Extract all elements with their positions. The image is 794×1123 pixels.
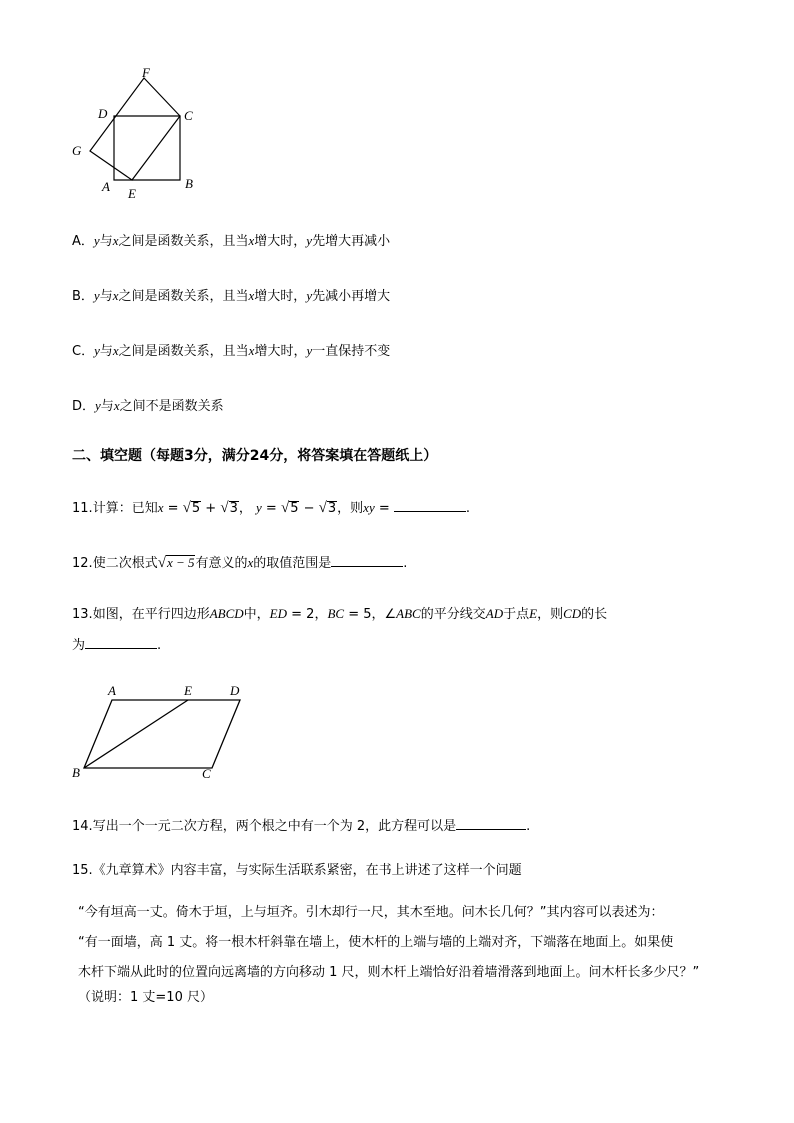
label-A: A bbox=[102, 179, 110, 194]
label-F: F bbox=[142, 65, 150, 80]
label-B: B bbox=[185, 176, 193, 191]
answer-blank-11[interactable] bbox=[394, 499, 466, 512]
q15-para-line-2: “有一面墙，高 1 丈。将一根木杆斜靠在墙上，使木杆的上端与墙的上端对齐，下端落在地面上。如果使 bbox=[78, 935, 674, 950]
label-G: G bbox=[72, 143, 82, 158]
section-title: 二、填空题（每题3分，满分24分，将答案填在答题纸上） bbox=[72, 448, 438, 464]
option-c: C．y与x之间是函数关系，且当x增大时，y一直保持不变 bbox=[72, 343, 391, 359]
question-13-line1: 13.如图，在平行四边形ABCD中，ED = 2，BC = 5，∠ABC的平分线交AD于点E，则CD的长 bbox=[72, 606, 608, 622]
question-14: 14.写出一个一元二次方程，两个根之中有一个为 2，此方程可以是 . bbox=[72, 819, 531, 834]
label-D: D bbox=[98, 106, 108, 121]
option-a: A．y与x之间是函数关系，且当x增大时，y先增大再减小 bbox=[72, 233, 391, 249]
square-abcd bbox=[114, 116, 180, 180]
label-A2: A bbox=[108, 683, 116, 698]
label-D2: D bbox=[230, 683, 240, 698]
option-d: D．y与x之间不是函数关系 bbox=[72, 398, 224, 414]
answer-blank-12[interactable] bbox=[331, 554, 403, 567]
answer-blank-14[interactable] bbox=[456, 817, 526, 830]
q15-para-line-4: （说明：1 丈=10 尺） bbox=[78, 990, 213, 1005]
question-11: 11.计算：已知x = √5 + √3， y = √5 − √3，则xy = . bbox=[72, 500, 471, 516]
label-E: E bbox=[128, 186, 136, 200]
label-E2: E bbox=[184, 683, 192, 698]
label-B2: B bbox=[72, 765, 80, 780]
question-15-paragraph bbox=[78, 898, 699, 1008]
question-15: 15.《九章算术》内容丰富，与实际生活联系紧密，在书上讲述了这样一个问题 bbox=[72, 863, 522, 878]
figure-parallelogram bbox=[66, 680, 256, 785]
label-C: C bbox=[184, 108, 193, 123]
square-gecf bbox=[90, 78, 180, 180]
answer-blank-13[interactable] bbox=[85, 636, 157, 649]
q15-para-line-3: 木杆下端从此时的位置向远离墙的方向移动 1 尺，则木杆上端恰好沿着墙滑落到地面上。问木杆长多少尺？” bbox=[78, 965, 700, 980]
label-C2: C bbox=[202, 766, 211, 781]
question-13-line2: 为 . bbox=[72, 638, 162, 653]
question-12: 12.使二次根式√x − 5有意义的x的取值范围是 . bbox=[72, 555, 408, 571]
q15-para-line-1: “今有垣高一丈。倚木于垣，上与垣齐。引木却行一尺，其木至地。问木长几何？”其内容可以表述为： bbox=[78, 905, 664, 920]
segment-be bbox=[84, 700, 188, 768]
parallelogram-abcd bbox=[84, 700, 240, 768]
figure-square-diagram bbox=[60, 60, 210, 200]
option-b: B．y与x之间是函数关系，且当x增大时，y先减小再增大 bbox=[72, 288, 391, 304]
